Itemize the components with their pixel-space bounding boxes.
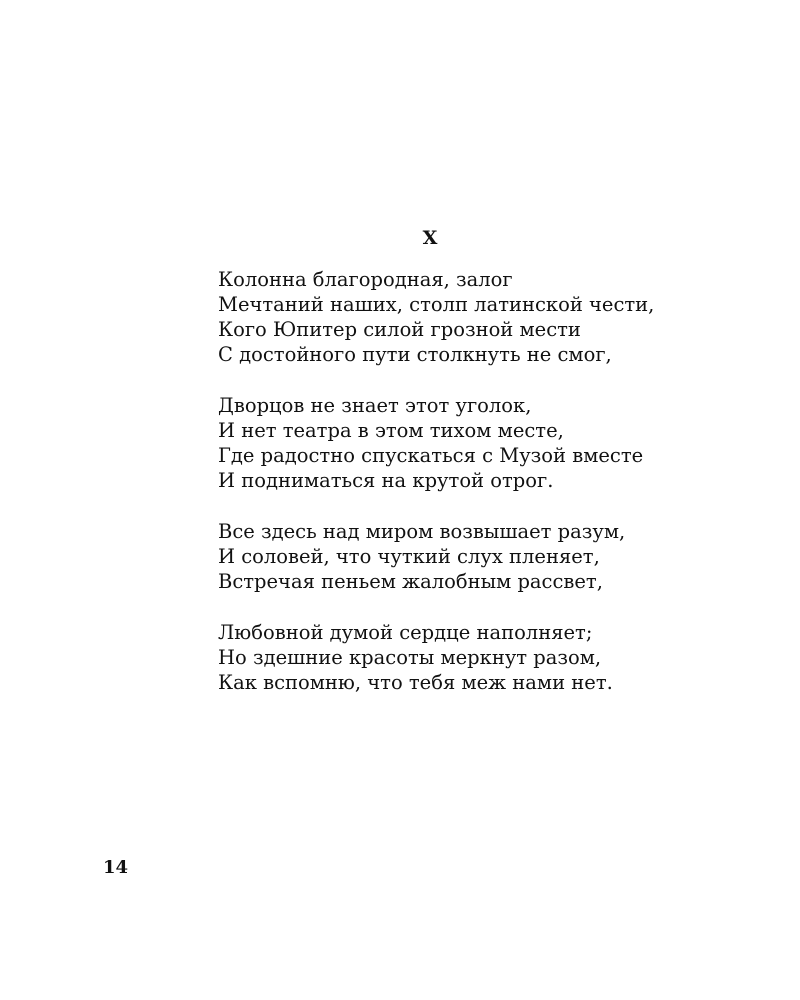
poem-line: Любовной думой сердце наполняет;: [218, 621, 593, 644]
stanza-2: [218, 393, 758, 493]
poem-line: Все здесь над миром возвышает разум,: [218, 520, 626, 543]
stanza-1: [218, 267, 758, 367]
poem-title: X: [422, 227, 438, 249]
stanza-3: [218, 519, 758, 594]
poem-line: Колонна благородная, залог: [218, 268, 513, 291]
poem-line: С достойного пути столкнуть не смог,: [218, 343, 612, 366]
poem-line: Дворцов не знает этот уголок,: [218, 394, 532, 417]
poem-line: Где радостно спускаться с Музой вместе: [218, 444, 644, 467]
page-number: 14: [103, 857, 129, 878]
poem-line: Как вспомню, что тебя меж нами нет.: [218, 671, 613, 694]
stanza-4: [218, 620, 758, 695]
poem-line: Но здешние красоты меркнут разом,: [218, 646, 602, 669]
poem-body: [218, 267, 758, 721]
poem-line: Мечтаний наших, столп латинской чести,: [218, 293, 655, 316]
poem-line: И подниматься на крутой отрог.: [218, 469, 554, 492]
poem-line: И нет театра в этом тихом месте,: [218, 419, 564, 442]
poem-line: Встречая пеньем жалобным рассвет,: [218, 570, 603, 593]
poem-line: Кого Юпитер силой грозной мести: [218, 318, 581, 341]
poem-line: И соловей, что чуткий слух пленяет,: [218, 545, 600, 568]
